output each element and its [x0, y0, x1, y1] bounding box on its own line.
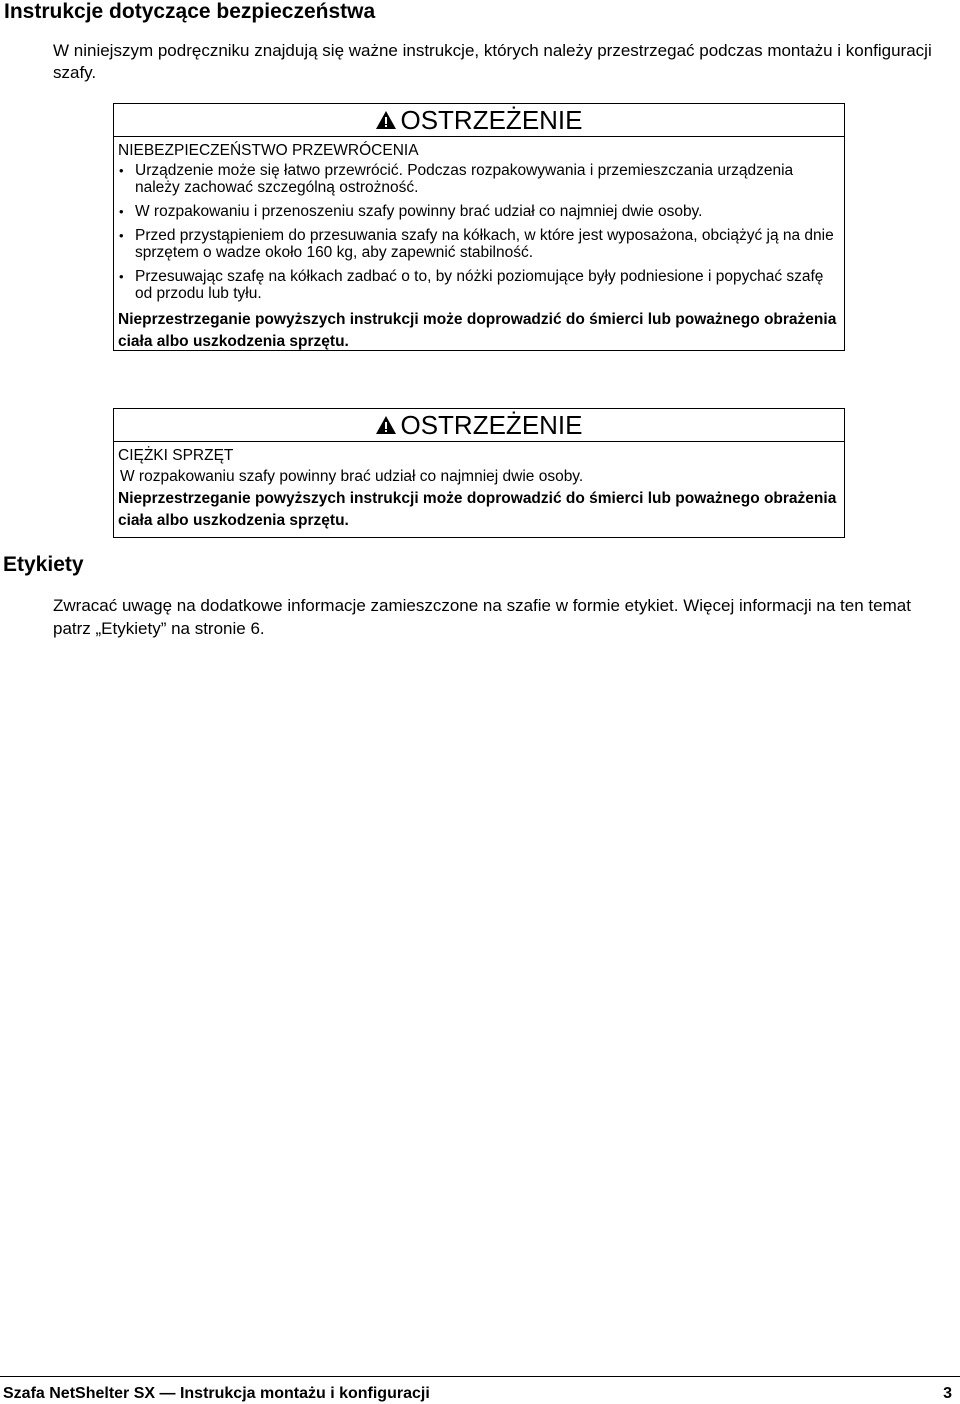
page-number: 3 — [943, 1385, 952, 1402]
hazard-type: CIĘŻKI SPRZĘT — [118, 447, 234, 464]
list-item: • Przed przystąpieniem do przesuwania szafy na kółkach, w które jest wyposażona, obciążyć ją na dnie sprzętem o wadze około 160 kg, aby zapewnić stabilność. — [119, 227, 834, 261]
list-item: • Urządzenie może się łatwo przewrócić. Podczas rozpakowywania i przemieszczania urządzenia należy zachować szczególną ostrożność. — [119, 162, 794, 196]
footer-divider — [0, 1376, 960, 1377]
bullet-icon: • — [119, 228, 124, 243]
warning-title: OSTRZEŻENIE — [400, 105, 583, 135]
warning-consequence: Nieprzestrzeganie powyższych instrukcji może doprowadzić do śmierci lub poważnego obrażenia ciała albo uszkodzenia sprzętu. — [118, 311, 837, 350]
footer-title: Szafa NetShelter SX — Instrukcja montażu i konfiguracji — [3, 1385, 430, 1402]
labels-section-title: Etykiety — [3, 553, 84, 576]
list-item: • Przesuwając szafę na kółkach zadbać o to, by nóżki poziomujące były podniesione i popychać szafę od przodu lub tyłu. — [119, 268, 824, 302]
bullet-icon: • — [119, 163, 124, 178]
warning-box-heavy-equipment — [113, 408, 845, 538]
warning-consequence: Nieprzestrzeganie powyższych instrukcji może doprowadzić do śmierci lub poważnego obrażenia ciała albo uszkodzenia sprzętu. — [118, 490, 837, 529]
warning-title: OSTRZEŻENIE — [400, 410, 583, 440]
warning-header — [114, 409, 844, 442]
bullet-icon: • — [119, 269, 124, 284]
labels-paragraph: Zwracać uwagę na dodatkowe informacje zamieszczone na szafie w formie etykiet. Więcej informacji na ten temat patrz „Etykiety” na stronie 6. — [53, 596, 911, 638]
bullet-icon: • — [119, 204, 124, 219]
warning-text: W rozpakowaniu szafy powinny brać udział co najmniej dwie osoby. — [120, 468, 584, 485]
intro-paragraph: W niniejszym podręczniku znajdują się ważne instrukcje, których należy przestrzegać podczas montażu i konfiguracji szafy. — [53, 41, 932, 82]
warning-header — [114, 104, 844, 137]
warning-triangle-icon — [375, 110, 397, 130]
list-item: • W rozpakowaniu i przenoszeniu szafy powinny brać udział co najmniej dwie osoby. — [119, 203, 703, 220]
hazard-type: NIEBEZPIECZEŃSTWO PRZEWRÓCENIA — [118, 142, 419, 159]
warning-box-tip-hazard — [113, 103, 845, 351]
warning-triangle-icon — [375, 415, 397, 435]
section-title: Instrukcje dotyczące bezpieczeństwa — [4, 0, 376, 23]
